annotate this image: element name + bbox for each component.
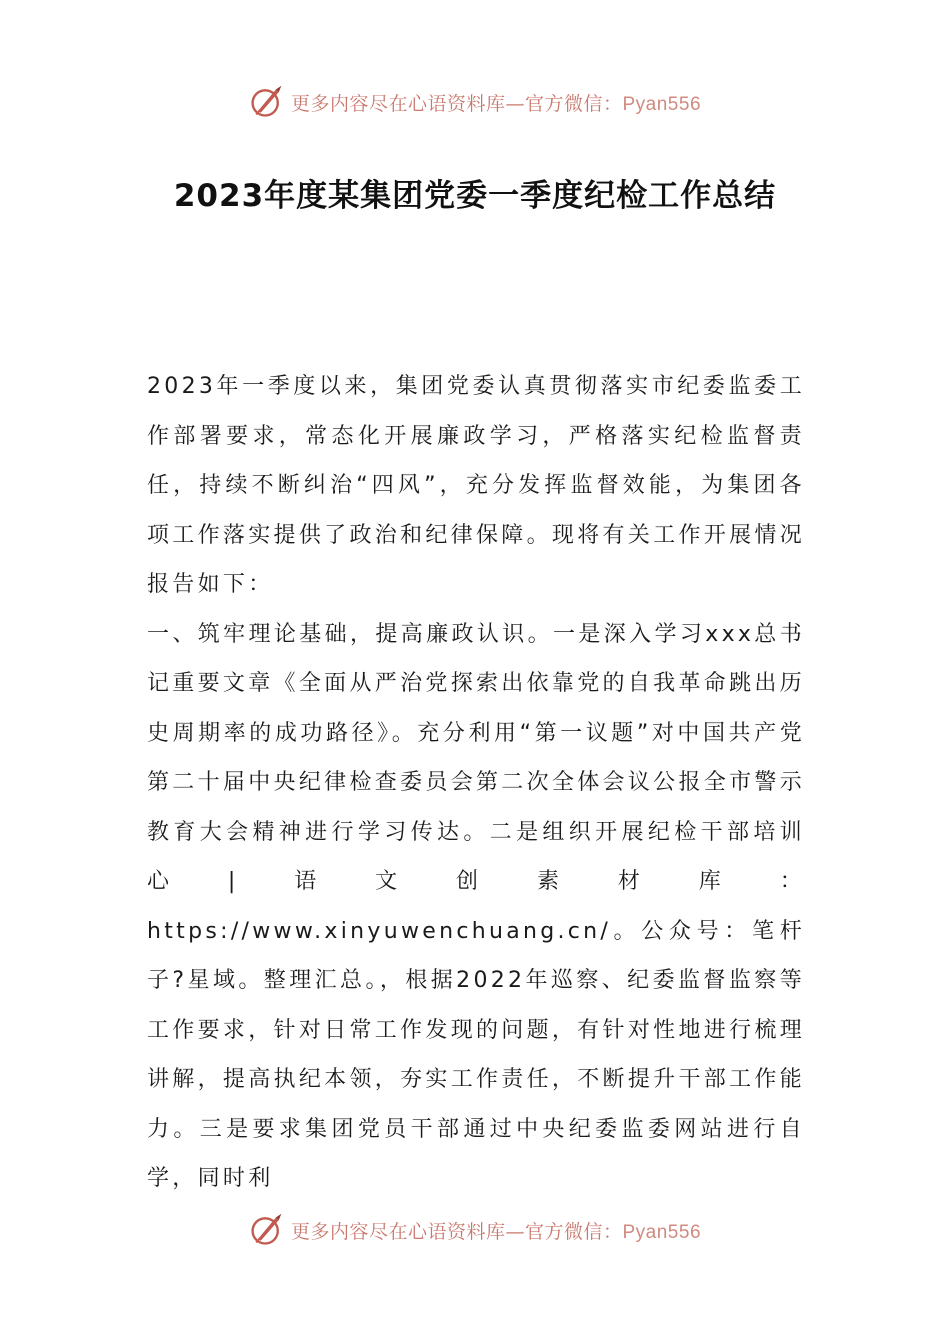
watermark-wechat-id: Pyan556 <box>622 93 702 115</box>
watermark-text: 更多内容尽在心语资料库—官方微信：Pyan556 <box>290 92 702 115</box>
watermark-text: 更多内容尽在心语资料库—官方微信：Pyan556 <box>290 1220 702 1243</box>
watermark-wechat-id: Pyan556 <box>622 1221 702 1243</box>
document-body <box>147 362 805 1204</box>
document-title: 2023年度某集团党委一季度纪检工作总结 <box>173 178 777 214</box>
quill-pen-logo-icon <box>249 84 285 120</box>
body-paragraph-intro: 2023年一季度以来，集团党委认真贯彻落实市纪委监委工作部署要求，常态化开展廉政学习，严格落实纪检监督责任，持续不断纠治“四风”，充分发挥监督效能，为集团各项工作落实提供了政治和纪律保障。现将有关工作开展情况报告如下： <box>147 374 805 597</box>
footer-watermark <box>0 1210 950 1250</box>
header-watermark <box>0 82 950 122</box>
quill-pen-logo-icon <box>249 1212 285 1248</box>
body-paragraph-section-one: 一、筑牢理论基础，提高廉政认识。一是深入学习xxx总书记重要文章《全面从严治党探索出依靠党的自我革命跳出历史周期率的成功路径》。充分利用“第一议题”对中国共产党第二十届中央纪律检查委员会第二次全体会议公报全市警示教育大会精神进行学习传达。二是组织开展纪检干部培训心|语文创素材库：https://www.xinyuwenchuang.cn/。公众号：笔杆子?星域。整理汇总。，根据2022年巡察、纪委监督监察等工作要求，针对日常工作发现的问题，有针对性地进行梳理讲解，提高执纪本领，夯实工作责任，不断提升干部工作能力。三是要求集团党员干部通过中央纪委监委网站进行自学，同时利 <box>147 621 805 1191</box>
